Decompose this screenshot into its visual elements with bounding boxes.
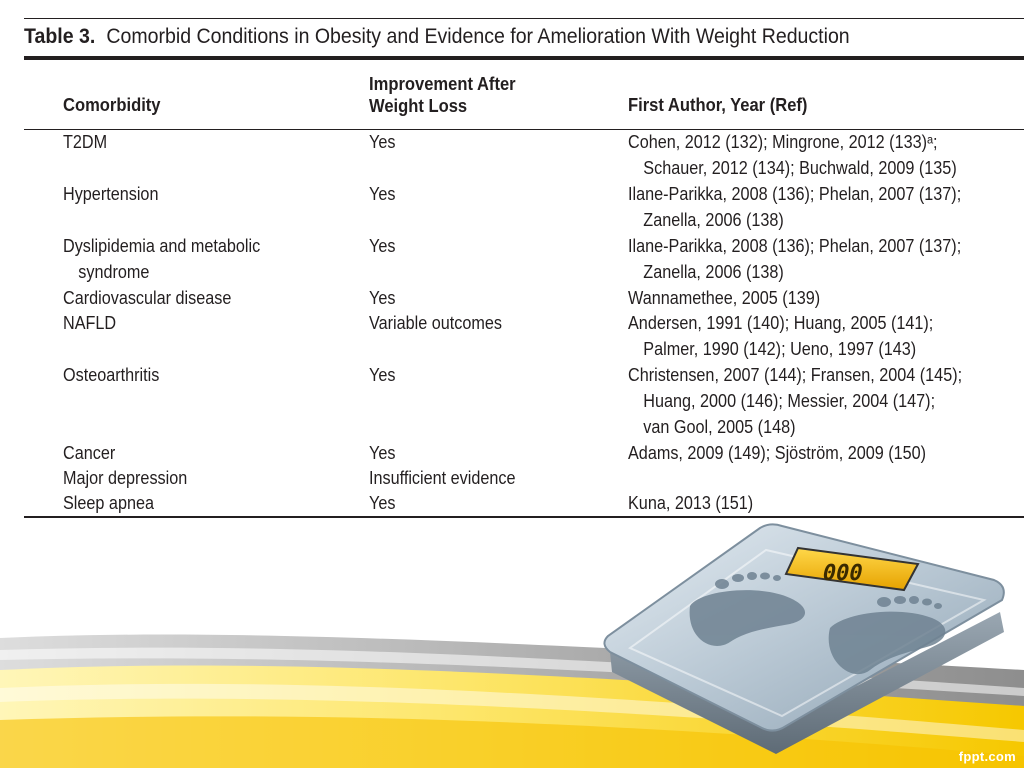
table-label: Table 3.	[24, 25, 96, 48]
cell-author	[628, 233, 961, 285]
caption-rule	[24, 56, 1024, 60]
cell-text: Sleep apnea	[63, 493, 154, 513]
cell-text: Ilane-Parikka, 2008 (136); Phelan, 2007 (137);	[628, 236, 962, 256]
table-row	[0, 181, 1024, 233]
cell-text: Zanella, 2006 (138)	[643, 262, 784, 282]
table-row	[0, 285, 1024, 311]
cell-text: syndrome	[78, 262, 150, 282]
cell-text: T2DM	[63, 132, 108, 152]
table-row	[0, 465, 1024, 491]
cell-improvement: Variable outcomes	[369, 313, 502, 333]
cell-text: Osteoarthritis	[63, 365, 160, 385]
cell-comorbidity	[63, 465, 187, 491]
cell-text: Schauer, 2012 (134); Buchwald, 2009 (135)	[643, 158, 957, 178]
watermark: fppt.com	[958, 749, 1016, 764]
cell-improvement: Insufficient evidence	[369, 468, 516, 488]
table-row	[0, 233, 1024, 285]
cell-author	[628, 181, 961, 233]
cell-improvement: Yes	[369, 365, 396, 385]
table-row	[0, 129, 1024, 181]
cell-author	[628, 310, 933, 362]
cell-text: Cohen, 2012 (132); Mingrone, 2012 (133)ᵃ;	[628, 132, 938, 152]
cell-text: Cancer	[63, 443, 116, 463]
table-caption	[24, 22, 850, 52]
cell-text: Hypertension	[63, 184, 159, 204]
cell-text: Dyslipidemia and metabolic	[63, 236, 261, 256]
table-row	[0, 440, 1024, 466]
cell-text: NAFLD	[63, 313, 117, 333]
cell-improvement: Yes	[369, 132, 396, 152]
cell-author	[628, 440, 926, 466]
cell-improvement: Yes	[369, 288, 396, 308]
cell-author	[628, 362, 962, 440]
cell-text: Christensen, 2007 (144); Fransen, 2004 (145);	[628, 365, 963, 385]
cell-text: Huang, 2000 (146); Messier, 2004 (147);	[643, 391, 936, 411]
cell-text: Zanella, 2006 (138)	[643, 210, 784, 230]
cell-text: Cardiovascular disease	[63, 288, 232, 308]
cell-text: Ilane-Parikka, 2008 (136); Phelan, 2007 (137);	[628, 184, 962, 204]
table-row	[0, 310, 1024, 362]
column-header-comorbidity: Comorbidity	[63, 95, 161, 115]
cell-improvement: Yes	[369, 184, 396, 204]
cell-comorbidity	[63, 490, 154, 516]
bottom-rule	[24, 516, 1024, 518]
cell-comorbidity	[63, 233, 260, 285]
cell-improvement: Yes	[369, 443, 396, 463]
scale-reading: 000	[819, 560, 866, 586]
cell-improvement: Yes	[369, 493, 396, 513]
cell-text: Kuna, 2013 (151)	[628, 493, 754, 513]
column-header-author: First Author, Year (Ref)	[628, 95, 808, 115]
cell-comorbidity	[63, 440, 115, 466]
cell-comorbidity	[63, 362, 159, 388]
table-row	[0, 362, 1024, 440]
cell-text: Wannamethee, 2005 (139)	[628, 288, 821, 308]
cell-text: van Gool, 2005 (148)	[643, 417, 796, 437]
cell-comorbidity	[63, 285, 231, 311]
cell-text: Major depression	[63, 468, 188, 488]
table-row	[0, 490, 1024, 516]
cell-author	[628, 490, 753, 516]
top-rule	[24, 18, 1024, 19]
cell-improvement: Yes	[369, 236, 396, 256]
cell-text: Andersen, 1991 (140); Huang, 2005 (141);	[628, 313, 934, 333]
cell-comorbidity	[63, 181, 158, 207]
column-header-improvement: Improvement After Weight Loss	[369, 74, 516, 116]
table-title: Comorbid Conditions in Obesity and Evidence for Amelioration With Weight Reduction	[106, 25, 850, 48]
cell-author	[628, 129, 957, 181]
cell-author	[628, 285, 820, 311]
cell-text: Adams, 2009 (149); Sjöström, 2009 (150)	[628, 443, 927, 463]
cell-text: Palmer, 1990 (142); Ueno, 1997 (143)	[643, 339, 917, 359]
cell-comorbidity	[63, 310, 116, 336]
cell-comorbidity	[63, 129, 107, 155]
decorative-background	[0, 520, 1024, 768]
